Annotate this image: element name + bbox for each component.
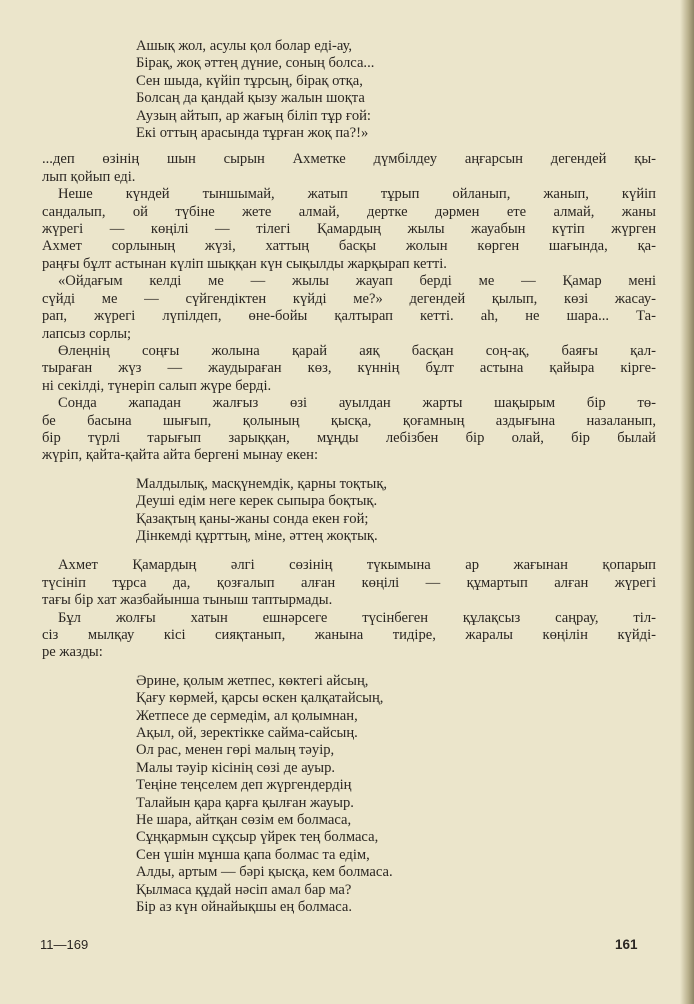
text-line: сіз мылқау кісі сияқтанып, жанына тидіре, жаралы көңілін күйді- (42, 627, 656, 643)
text-line: тағы бір хат жазбайынша тыныш таптырмады. (42, 592, 333, 609)
poem-line: Не шара, айтқан сөзім ем болмаса, (136, 812, 352, 829)
poem-line: Дінкемді құрттың, міне, әттең жоқтық. (136, 527, 378, 544)
page-edge-shadow (680, 0, 694, 1004)
prose-paragraph (42, 273, 656, 343)
prose-paragraph (42, 395, 656, 465)
text-line: лапсыз сорлы; (42, 325, 132, 342)
text-line: Неше күндей тыншымай, жатып тұрып ойланып, жанып, күйіп (58, 186, 656, 203)
text-line: Сонда жападан жалғыз өзі ауылдан жарты шақырым бір тө- (58, 395, 656, 412)
poem-stanza (136, 38, 656, 142)
poem-line: Әрине, қолым жетпес, көктегі айсың, (136, 672, 369, 689)
text-line: тыраған жүз — жаудыраған көз, күннің бұлт астына қайыра кірге- (42, 360, 656, 377)
poem-line: Бір аз күн ойнайықшы ең болмаса. (136, 899, 353, 916)
poem-line: Теңіне теңселем деп жүргендердің (136, 777, 352, 794)
poem-line: Қазақтың қаны-жаны сонда екен ғой; (136, 510, 369, 527)
text-line: «Ойдағым келді ме — жылы жауап берді ме — Қамар мені (58, 273, 656, 290)
text-line: Ахмет сорлының жүзі, хаттың басқы жолын көрген шағында, қа- (42, 238, 656, 255)
poem-line: Сен үшін мұнша қапа болмас та едім, (136, 846, 370, 863)
prose-paragraph (42, 186, 656, 273)
poem-line: Жетпесе де сермедім, ал қолымнан, (136, 707, 358, 724)
poem-line: Малдылық, масқүнемдік, қарны тоқтық, (136, 475, 388, 492)
poem-line: Малы тәуір кісінің сөзі де ауыр. (136, 759, 336, 776)
text-line: жүріп, қайта-қайта айта бергені мынау екен: (42, 447, 319, 464)
text-line: ре жазды: (42, 644, 103, 661)
text-line: Бұл жолғы хатын ешнәрсеге түсінбеген құлақсыз саңрау, тіл- (58, 609, 656, 626)
poem-stanza (136, 673, 656, 917)
prose-paragraph (42, 151, 656, 186)
poem-line: Бірақ, жоқ әттең дүние, соның болса... (136, 55, 375, 72)
text-line: түсініп тұрса да, қозғалып алған көңілі — құмартып алған жүрегі (42, 574, 656, 591)
poem-line: Ақыл, ой, зеректікке сайма-сайсың. (136, 725, 358, 742)
printer-signature-mark: 11—169 (40, 937, 89, 952)
poem-line: Сен шыда, күйіп тұрсың, бірақ отқа, (136, 72, 363, 89)
text-line: лып қойып еді. (42, 168, 136, 185)
text-line: раңғы бұлт астынан күліп шыққан күн сықылды жарқырап кетті. (42, 255, 447, 272)
poem-line: Қылмаса құдай нәсіп амал бар ма? (136, 881, 352, 898)
poem-line: Алды, артым — бәрі қысқа, кем болмаса. (136, 864, 393, 881)
poem-line: Қағу көрмей, қарсы өскен қалқатайсың, (136, 690, 384, 707)
text-line: бір түрлі тарығып зарыққан, мұңды лебізбен бір олай, бір былай (42, 429, 656, 446)
poem-line: Талайын қара қарға қылған жауыр. (136, 794, 354, 811)
text-line: бе басына шығып, қолының қысқа, қоғамның аздығына назаланып, (42, 412, 656, 429)
text-line: Өлеңнің соңғы жолына қарай аяқ басқан соң-ақ, баяғы қал- (58, 342, 656, 359)
text-line: сүйді ме — сүйгендіктен күйді ме?» дегендей қылып, көзі жасау- (42, 290, 656, 307)
text-line: Ахмет Қамардың әлгі сөзінің түкымына ар жағынан қопарып (58, 557, 656, 574)
text-line: сандалып, ой түбіне жете алмай, дертке дәрмен ете алмай, жаны (42, 203, 656, 220)
poem-stanza (136, 476, 656, 546)
prose-paragraph (42, 343, 656, 395)
poem-line: Аузың айтып, ар жағың біліп тұр ғой: (136, 107, 371, 124)
prose-paragraph (42, 610, 656, 662)
poem-line: Ашық жол, асулы қол болар еді-ау, (136, 38, 353, 54)
text-line: ні секілді, түнеріп салып жүре берді. (42, 377, 272, 394)
poem-line: Ол рас, менен гөрі малың тәуір, (136, 742, 335, 759)
poem-line: Сұңқармын сұқсыр үйрек тең болмаса, (136, 829, 379, 846)
text-line: жүрегі — көңілі — тілегі Қамардың жылы жауабын күтіп жүрген (42, 221, 656, 238)
prose-paragraph (42, 557, 656, 609)
poem-line: Екі оттың арасында тұрған жоқ па?!» (136, 125, 369, 142)
book-page-text (42, 36, 656, 926)
text-line: рап, жүрегі лүпілдеп, өне-бойы қалтырап кетті. аһ, не шара... Та- (42, 308, 656, 325)
poem-line: Болсаң да қандай қызу жалын шоқта (136, 90, 365, 107)
text-line: ...деп өзінің шын сырын Ахметке дүмбілдеу аңғарсын дегендей қы- (42, 151, 656, 168)
poem-line: Деуші едім неге керек сыпыра боқтық. (136, 493, 378, 510)
page-number: 161 (615, 937, 638, 952)
